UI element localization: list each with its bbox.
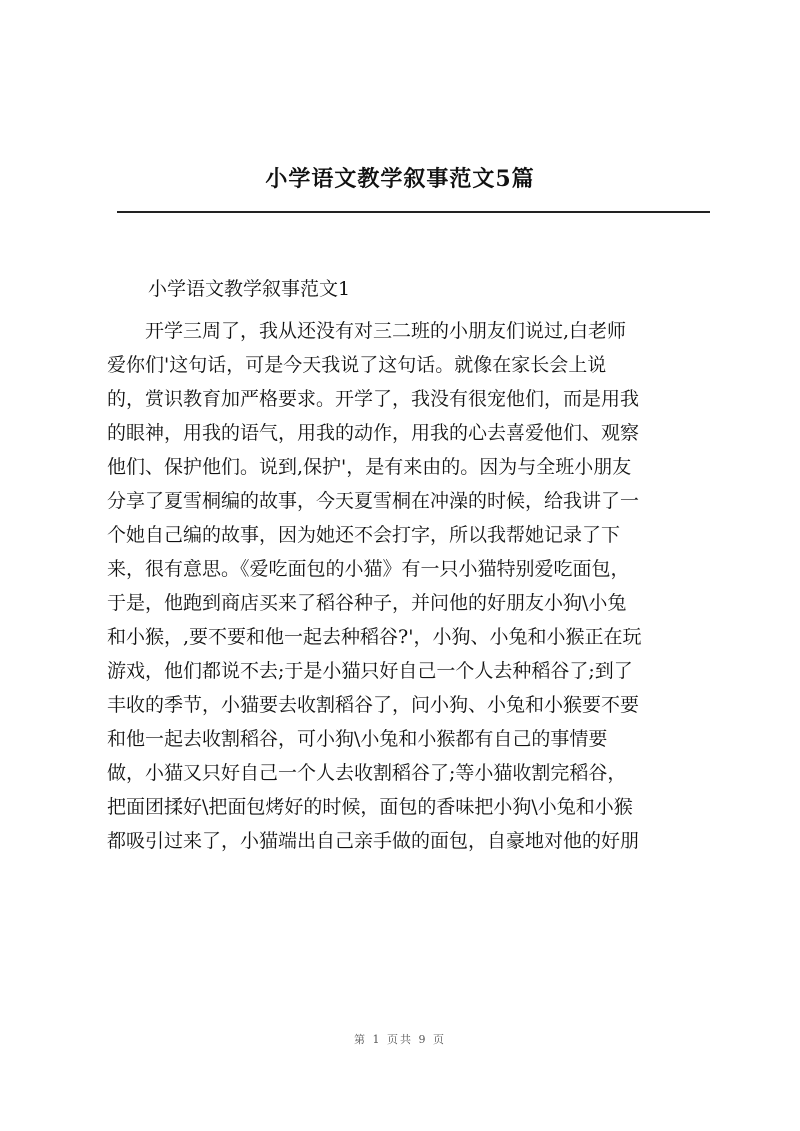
- text-line: 和他一起去收割稻谷，可小狗\小兔和小猴都有自己的事情要: [107, 728, 608, 750]
- text-line: 做，小猫又只好自己一个人去收割稻谷了;等小猫收割完稻谷，: [107, 762, 627, 784]
- section-heading: 小学语文教学叙事范文1: [148, 278, 351, 300]
- title-divider: [117, 211, 710, 213]
- text-line: 丰收的季节，小猫要去收割稻谷了，问小狗、小兔和小猴要不要: [107, 694, 640, 716]
- page-number-footer: 第 1 页共 9 页: [354, 1033, 446, 1046]
- text-line: 游戏，他们都说不去;于是小猫只好自己一个人去种稻谷了;到了: [107, 660, 633, 682]
- text-line: 爱你们'这句话，可是今天我说了这句话。就像在家长会上说: [107, 354, 607, 376]
- text-line: 开学三周了，我从还没有对三二班的小朋友们说过,白老师: [145, 320, 627, 342]
- text-line: 把面团揉好\把面包烤好的时候，面包的香味把小狗\小兔和小猴: [107, 796, 633, 818]
- text-line: 的眼神，用我的语气，用我的动作，用我的心去喜爱他们、观察: [107, 422, 640, 444]
- text-line: 个她自己编的故事，因为她还不会打字，所以我帮她记录了下: [107, 524, 621, 546]
- body-text: [107, 314, 712, 858]
- text-line: 都吸引过来了，小猫端出自己亲手做的面包，自豪地对他的好朋: [107, 830, 640, 852]
- text-line: 分享了夏雪桐编的故事，今天夏雪桐在冲澡的时候，给我讲了一: [107, 490, 640, 512]
- text-line: 的，赏识教育加严格要求。开学了，我没有很宠他们，而是用我: [107, 388, 640, 410]
- text-line: 他们、保护他们。说到,保护'，是有来由的。因为与全班小朋友: [107, 456, 632, 478]
- text-line: 于是，他跑到商店买来了稻谷种子，并问他的好朋友小狗\小兔: [107, 592, 627, 614]
- text-line: 来，很有意思。《爱吃面包的小猫》有一只小猫特别爱吃面包，: [107, 558, 630, 580]
- document-title: 小学语文教学叙事范文5篇: [265, 166, 535, 192]
- text-line: 和小猴，,要不要和他一起去种稻谷?'，小狗、小兔和小猴正在玩: [107, 626, 642, 648]
